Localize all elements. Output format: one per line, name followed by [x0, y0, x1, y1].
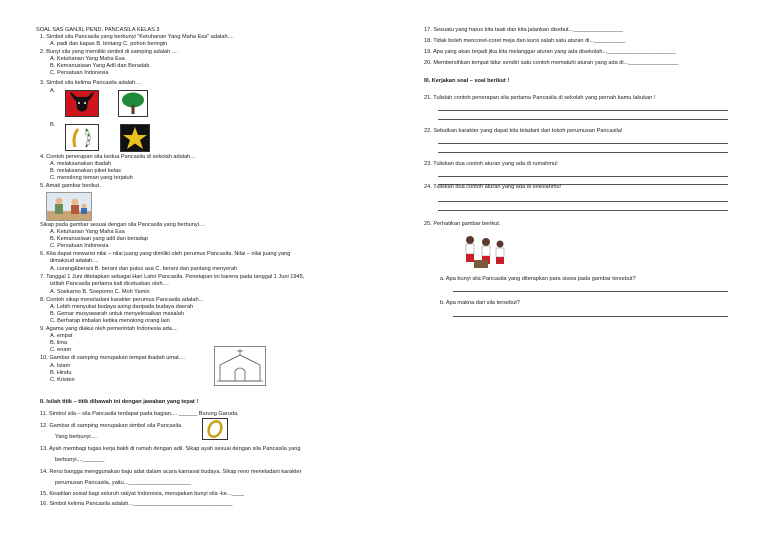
q16: 16. Simbol kelima Pancasila adalah...________________________________	[40, 501, 233, 507]
q2-option-c: C. Persatuan Indonesia	[50, 70, 109, 76]
banyan-tree-icon	[118, 90, 148, 117]
q1: 1. Simbol sila Pancasila yang berbunyi "Ketuhanan Yang Maha Esa" adalah....	[40, 34, 234, 40]
q4-option-b: B. melaksanakan piket kelas	[50, 168, 121, 174]
q8-option-b: B. Gemar musyawarah untuk menyelesaikan masalah	[50, 311, 185, 317]
q7-options: A. Soekarno B. Soepomo C. Moh Yamin	[50, 289, 150, 295]
answer-line	[438, 176, 728, 177]
q19: 19. Apa yang akan terjadi jika kita melanggar aturan yang ada disekolah...______________________	[424, 49, 676, 55]
q12: 12. Gambar di samping merupakan simbol sila Pancasila	[40, 423, 182, 429]
q3-option-b-label: B.	[50, 122, 56, 128]
q4: 4. Contoh penerapan sila kedua Pancasila di sekolah adalah...	[40, 154, 195, 160]
q9-option-b: B. lima	[50, 340, 68, 346]
q14-cont: perumusan Pancasila, yaitu...____________________	[55, 480, 191, 486]
answer-line	[438, 143, 728, 144]
q25: 25. Perhatikan gambar berikut.	[424, 221, 501, 227]
q10: 10. Gambar di samping merupakan tempat ibadah umat....	[40, 355, 185, 361]
q5: 5. Amati gambar berikut.	[40, 183, 101, 189]
q5-option-a: A. Ketuhanan Yang Maha Esa	[50, 229, 125, 235]
answer-line	[453, 291, 728, 292]
q6: 6. Kita dapat mewarisi nilai – nilai juang yang dimiliki oleh perumus Pancasila. Nilai – nilai juang yang	[40, 251, 291, 257]
q9-option-c: C. enam	[50, 347, 72, 353]
q6-options: A. curang&berani B. berani dan putus asa C. berani dan pantang menyerah	[50, 266, 238, 272]
q25a: a. Apa bunyi sila Pancasila yang diterapkan para siswa pada gambar tersebut?	[440, 276, 636, 282]
q5-stem: Sikap pada gambar sesuai dengan sila Pancasila yang berbunyi....	[40, 222, 206, 228]
q9: 9. Agama yang diakui oleh pemerintah Indonesia ada....	[40, 326, 179, 332]
q10-option-a: A. Islam	[50, 363, 71, 369]
q6-cont: dimaksud adalah....	[50, 258, 99, 264]
answer-line	[438, 201, 728, 202]
q2-option-b: B. Kemanusiaan Yang Adil dan Beradab	[50, 63, 150, 69]
q8-option-c: C. Berharap imbalan ketika menolong orang lain	[50, 318, 170, 324]
q11: 11. Simbol sila – sila Pancasila terdapat pada bagian.... ______ Burung Garuda.	[40, 411, 239, 417]
star-icon	[120, 124, 150, 152]
q22: 22. Sebutkan karakter yang dapat kita teladani dari tokoh perumusan Pancasila!	[424, 128, 623, 134]
q2: 2. Bunyi sila yang memiliki simbol di samping adalah ....	[40, 49, 179, 55]
banteng-head-icon	[65, 90, 99, 117]
q4-option-a: A. melaksanakan ibadah	[50, 161, 112, 167]
family-praying-image	[46, 192, 92, 221]
q25b: b. Apa makna dari sila tersebut?	[440, 300, 520, 306]
q24: 24. Tuliskan dua contoh aturan yang ada di sekolahmu!	[424, 184, 562, 190]
q9-option-a: A. empat	[50, 333, 73, 339]
q20: 20. Membersihkan tempat tidur sendiri satu contoh mematuhi aturan yang ada di...________________	[424, 60, 679, 66]
rice-cotton-icon	[65, 124, 99, 151]
q18: 18. Tidak boleh mencoret-coret meja dan kursi salah satu aturan di...__________	[424, 38, 626, 44]
chain-icon	[202, 418, 228, 440]
doc-title: SOAL SAS GANJIL PEND. PANCASILA KELAS 3	[36, 27, 160, 33]
q15: 15. Keadilan sosial bagi seluruh rakyat Indonesia, merupakan bunyi sila -ke...____	[40, 491, 244, 497]
q10-option-b: B. Hindu	[50, 370, 72, 376]
section-2-title: II. Isilah titik – titik dibawah ini dengan jawaban yang tepat !	[40, 399, 199, 405]
q21: 21. Tulislah contoh penerapan sila pertama Pancasila di sekolah yang pernah kamu lakukan !	[424, 95, 656, 101]
q13-cont: berbunyi...._______	[55, 457, 105, 463]
answer-line	[438, 152, 728, 153]
q8: 8. Contoh sikap meneladani karakter perumus Pancasila adalah...	[40, 297, 204, 303]
q3-option-a-label: A.	[50, 88, 56, 94]
answer-line	[453, 316, 728, 317]
q5-option-c: C. Persatuan Indonesia	[50, 243, 109, 249]
q10-option-c: C. Kristen	[50, 377, 75, 383]
q5-option-b: B. Kemanusiaan yang adil dan beradap	[50, 236, 148, 242]
answer-line	[438, 110, 728, 111]
q7-cont: istilah Pancasila pertama kali dicetuskan oleh....	[50, 281, 169, 287]
q13: 13. Ayah membagi tugas kerja bakti di rumah dengan adil. Sikap ayah sesuai dengan sila Pancasila yang	[40, 446, 301, 452]
q8-option-a: A. Lebih menyukai budaya asing daripada budaya daerah	[50, 304, 194, 310]
q1-options: A. padi dan kapas B. bintang C. pohon beringin	[50, 41, 168, 47]
students-helping-image	[460, 232, 508, 272]
q17: 17. Sesuatu yang harus kita taati dan kita jalankan disebut...________________	[424, 27, 624, 33]
q12-cont: Yang berbunyi....	[55, 434, 97, 440]
q2-option-a: A. Ketuhanan Yang Maha Esa	[50, 56, 125, 62]
section-3-title: III. Kerjakan soal – soal berikut !	[424, 78, 510, 84]
q4-option-c: C. menolong teman yang terjatuh	[50, 175, 133, 181]
church-image	[214, 346, 266, 386]
answer-line	[438, 210, 728, 211]
q7: 7. Tanggal 1 Juni ditetapkan sebagai Hari Lahir Pancasila. Penetapan ini karena pada tanggal 1 Juni 1945,	[40, 274, 305, 280]
q14: 14. Reno bangga menggunakan baju adat dalam acara karnaval budaya. Sikap reno meneladani karakter	[40, 469, 302, 475]
answer-line	[438, 119, 728, 120]
q3: 3. Simbol sila kelima Pancasila adalah....	[40, 80, 142, 86]
q23: 23. Tuliskan dua contoh aturan yang ada di rumahmu!	[424, 161, 558, 167]
